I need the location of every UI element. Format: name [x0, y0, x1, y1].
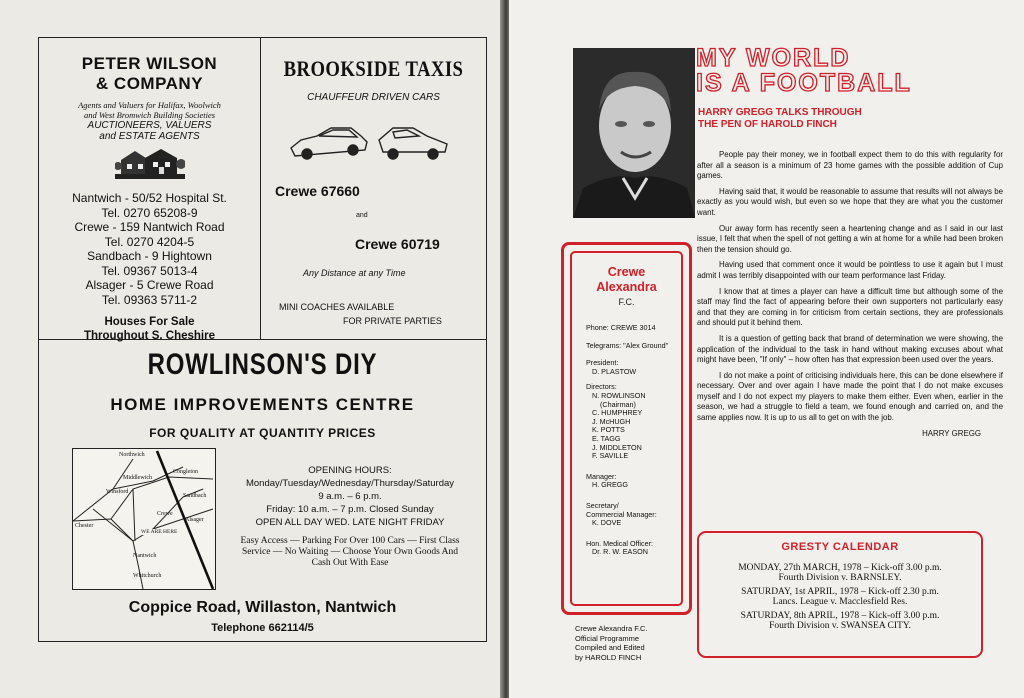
hours-title: OPENING HOURS:	[308, 465, 392, 476]
director-name: J. MIDDLETON	[592, 442, 642, 452]
address-line: Crewe - 159 Nantwich Road	[74, 220, 225, 234]
taxi-distance-text: Any Distance at any Time	[303, 268, 406, 278]
opening-hours	[219, 464, 481, 529]
peter-footer	[39, 315, 260, 343]
peter-addresses	[39, 191, 260, 307]
access-line: Service — No Waiting — Choose Your Own Goods And	[242, 547, 458, 557]
map-label: Middlewich	[123, 475, 152, 481]
taxi-and-text: and	[356, 212, 368, 219]
club-phone: Phone: CREWE 3014	[586, 323, 656, 332]
access-line: Cash Out With Ease	[311, 558, 389, 568]
address-tel: Tel. 09363 5711-2	[101, 292, 198, 307]
peter-footer-line1: Houses For Sale	[104, 316, 195, 328]
fixture	[699, 611, 981, 631]
taxis-subtitle: CHAUFFEUR DRIVEN CARS	[307, 92, 440, 103]
article-paragraph: I know that at times a player can have a difficult time but although some of the staff may find the fact of appearing before their own supporters not particularly easy and that they are coming in for criticism from certain sections, they are professionals and should put it behind them.	[697, 286, 1003, 328]
address-line: Nantwich - 50/52 Hospital St.	[72, 191, 227, 205]
diy-title: ROWLINSON'S DIY	[147, 348, 378, 381]
fixture-date: SATURDAY, 8th APRIL, 1978 – Kick-off 3.00 p.m.	[740, 611, 940, 621]
taxis-title: BROOKSIDE TAXIS	[283, 56, 464, 81]
credit-line: Crewe Alexandra F.C.	[575, 624, 648, 633]
subheading-line2: THE PEN OF HAROLD FINCH	[698, 119, 837, 130]
medical-label: Hon. Medical Officer:	[586, 538, 653, 548]
director-name: J. McHUGH	[592, 416, 631, 426]
directors-list	[586, 392, 681, 461]
article-headline	[696, 46, 912, 96]
director-name: E. TAGG	[592, 433, 621, 443]
director-name: N. ROWLINSON	[592, 390, 646, 400]
credit-line: by HAROLD FINCH	[575, 652, 642, 662]
medical-name: Dr. R. W. EASON	[592, 547, 648, 557]
peter-title-line2: & COMPANY	[95, 74, 204, 93]
article-subheading	[698, 107, 862, 131]
fixture	[699, 563, 981, 583]
hours-line: Friday: 10 a.m. – 7 p.m. Closed Sunday	[266, 504, 434, 515]
peter-sub-line1: Agents and Valuers for Halifax, Woolwich	[78, 100, 221, 110]
taxi-coaches-line2: FOR PRIVATE PARTIES	[343, 316, 442, 326]
map-label: Winsford	[106, 489, 129, 495]
address-block	[39, 191, 260, 220]
secretary-label: Secretary/	[586, 500, 619, 510]
map-you-are-here: WE ARE HERE	[141, 529, 178, 535]
map-label: Northwich	[119, 452, 145, 458]
director-name: F. SAVILLE	[592, 451, 629, 461]
taxi-coaches-line1: MINI COACHES AVAILABLE	[279, 302, 395, 312]
article-paragraph: Our away form has recently seen a heartening change and as I said in our last issue, I felt that when the spell of not getting a win at home for a while had been broken then the tension should go.	[697, 223, 1003, 254]
peter-sub-line4: and ESTATE AGENTS	[99, 131, 200, 142]
fixture-date: SATURDAY, 1st APRIL, 1978 – Kick-off 2.30 p.m.	[741, 587, 939, 597]
peter-wilson-title	[39, 54, 260, 94]
diy-tagline: FOR QUALITY AT QUANTITY PRICES	[149, 426, 376, 440]
club-title-line2: Alexandra	[596, 280, 657, 294]
address-block	[39, 278, 260, 307]
brookside-taxis-advert	[261, 38, 486, 340]
fixture-detail: Fourth Division v. SWANSEA CITY.	[769, 621, 911, 631]
director-name: C. HUMPHREY	[592, 408, 643, 418]
diy-phone: Telephone 662114/5	[211, 622, 314, 634]
location-map	[72, 448, 216, 590]
director-role: (Chairman)	[600, 399, 636, 409]
club-info-inner	[570, 251, 683, 606]
address-block	[39, 220, 260, 249]
diy-address: Coppice Road, Willaston, Nantwich	[128, 599, 397, 616]
peter-auctioneers-text	[39, 120, 260, 142]
map-label: Congleton	[173, 469, 198, 475]
diy-subtitle: HOME IMPROVEMENTS CENTRE	[110, 395, 415, 414]
president-name: D. PLASTOW	[592, 366, 637, 376]
address-line: Sandbach - 9 Hightown	[87, 249, 212, 263]
manager-name: H. GREGG	[592, 480, 628, 490]
programme-credit	[575, 624, 648, 662]
map-label: Whitchurch	[133, 573, 162, 579]
president-label: President:	[586, 358, 619, 368]
peter-wilson-advert	[39, 38, 261, 340]
map-label: Crewe	[157, 511, 173, 517]
address-tel: Tel. 09367 5013-4	[101, 263, 198, 278]
peter-title-line1: PETER WILSON	[81, 54, 218, 73]
hours-line: OPEN ALL DAY WED. LATE NIGHT FRIDAY	[255, 517, 445, 528]
article-paragraph: It is a question of getting back that brand of determination we were showing, the application of the individual to the task in hand without making excuses about what might have been, "If only" – how often has that expression been used over the years.	[697, 333, 1003, 365]
secretary-label-2: Commercial Manager:	[586, 509, 657, 519]
director-name: K. POTTS	[592, 425, 625, 435]
map-label: Alsager	[185, 517, 204, 523]
club-telegrams: Telegrams: "Alex Ground"	[586, 340, 669, 350]
hours-line: 9 a.m. – 6 p.m.	[318, 491, 382, 502]
club-title-line3: F.C.	[618, 297, 635, 307]
manager-label: Manager:	[586, 471, 617, 481]
club-title-line1: Crewe	[607, 265, 646, 279]
address-line: Alsager - 5 Crewe Road	[85, 278, 214, 292]
fixture	[699, 587, 981, 607]
map-label: Nantwich	[133, 553, 157, 559]
address-tel: Tel. 0270 4204-5	[104, 234, 195, 249]
taxi-phone-2: Crewe 60719	[355, 236, 440, 252]
peter-agents-text	[39, 100, 260, 120]
fixture-detail: Fourth Division v. BARNSLEY.	[778, 573, 902, 583]
article-paragraph: Having said that, it would be reasonable to assume that results will not always be exactly as you would wish, but even so we hope that they are what you the customer want.	[697, 186, 1003, 217]
headline-line2: IS A FOOTBALL	[696, 69, 912, 97]
secretary-name: K. DOVE	[592, 518, 622, 528]
peter-sub-line3: AUCTIONEERS, VALUERS	[87, 120, 212, 131]
directors-label: Directors:	[586, 382, 617, 392]
fixture-date: MONDAY, 27th MARCH, 1978 – Kick-off 3.00 p.m.	[738, 563, 942, 573]
credit-line: Compiled and Edited	[575, 643, 645, 652]
calendar-title: GRESTY CALENDAR	[781, 541, 899, 553]
club-title	[572, 265, 681, 310]
access-text	[215, 536, 485, 569]
credit-line: Official Programme	[575, 633, 640, 643]
rowlinsons-diy-advert	[39, 340, 486, 641]
map-label: Chester	[75, 523, 94, 529]
article-paragraph: Having used that comment once it would be pointless to use it again but I must admit I was terribly disappointed with our team performance last Friday.	[697, 260, 1003, 280]
gresty-calendar	[697, 531, 983, 658]
access-line: Easy Access — Parking For Over 100 Cars — First Class	[240, 536, 460, 546]
taxi-phone-1: Crewe 67660	[275, 183, 360, 199]
subheading-line1: HARRY GREGG TALKS THROUGH	[698, 107, 862, 118]
cars-illustration	[287, 118, 457, 166]
article-signature: HARRY GREGG	[922, 428, 981, 438]
article-paragraph: I do not make a point of criticising individuals here, this can be done elsewhere if necessary. Over and over again I have made the point that I do not make excuses myself and I do not expect my players to make them either. Even when, earlier in the season, we had a struggle to field a team, we found enough and carried on, and the same applies now. It is up to us all to get on with the job.	[697, 370, 1003, 423]
article-paragraph: People pay their money, we in football expect them to do this with regularity for after all a season is a minimum of 23 home games with the possible addition of Cup games.	[697, 150, 1003, 181]
club-info-box	[561, 242, 692, 615]
peter-sub-line2: and West Bromwich Building Societies	[83, 110, 216, 120]
house-illustration	[115, 146, 185, 180]
article-body	[697, 150, 1003, 439]
fixture-detail: Lancs. League v. Macclesfield Res.	[772, 597, 908, 607]
portrait-image	[573, 48, 695, 218]
harry-gregg-photo	[573, 48, 695, 218]
left-page	[0, 0, 503, 698]
advert-frame	[38, 37, 487, 642]
hours-line: Monday/Tuesday/Wednesday/Thursday/Saturday	[245, 478, 455, 489]
address-block	[39, 249, 260, 278]
map-label: Sandbach	[183, 493, 207, 499]
peter-footer-line2: Throughout S. Cheshire	[84, 330, 215, 342]
address-tel: Tel. 0270 65208-9	[101, 205, 198, 220]
right-page	[509, 0, 1024, 698]
headline-line1: MY WORLD	[696, 44, 851, 72]
